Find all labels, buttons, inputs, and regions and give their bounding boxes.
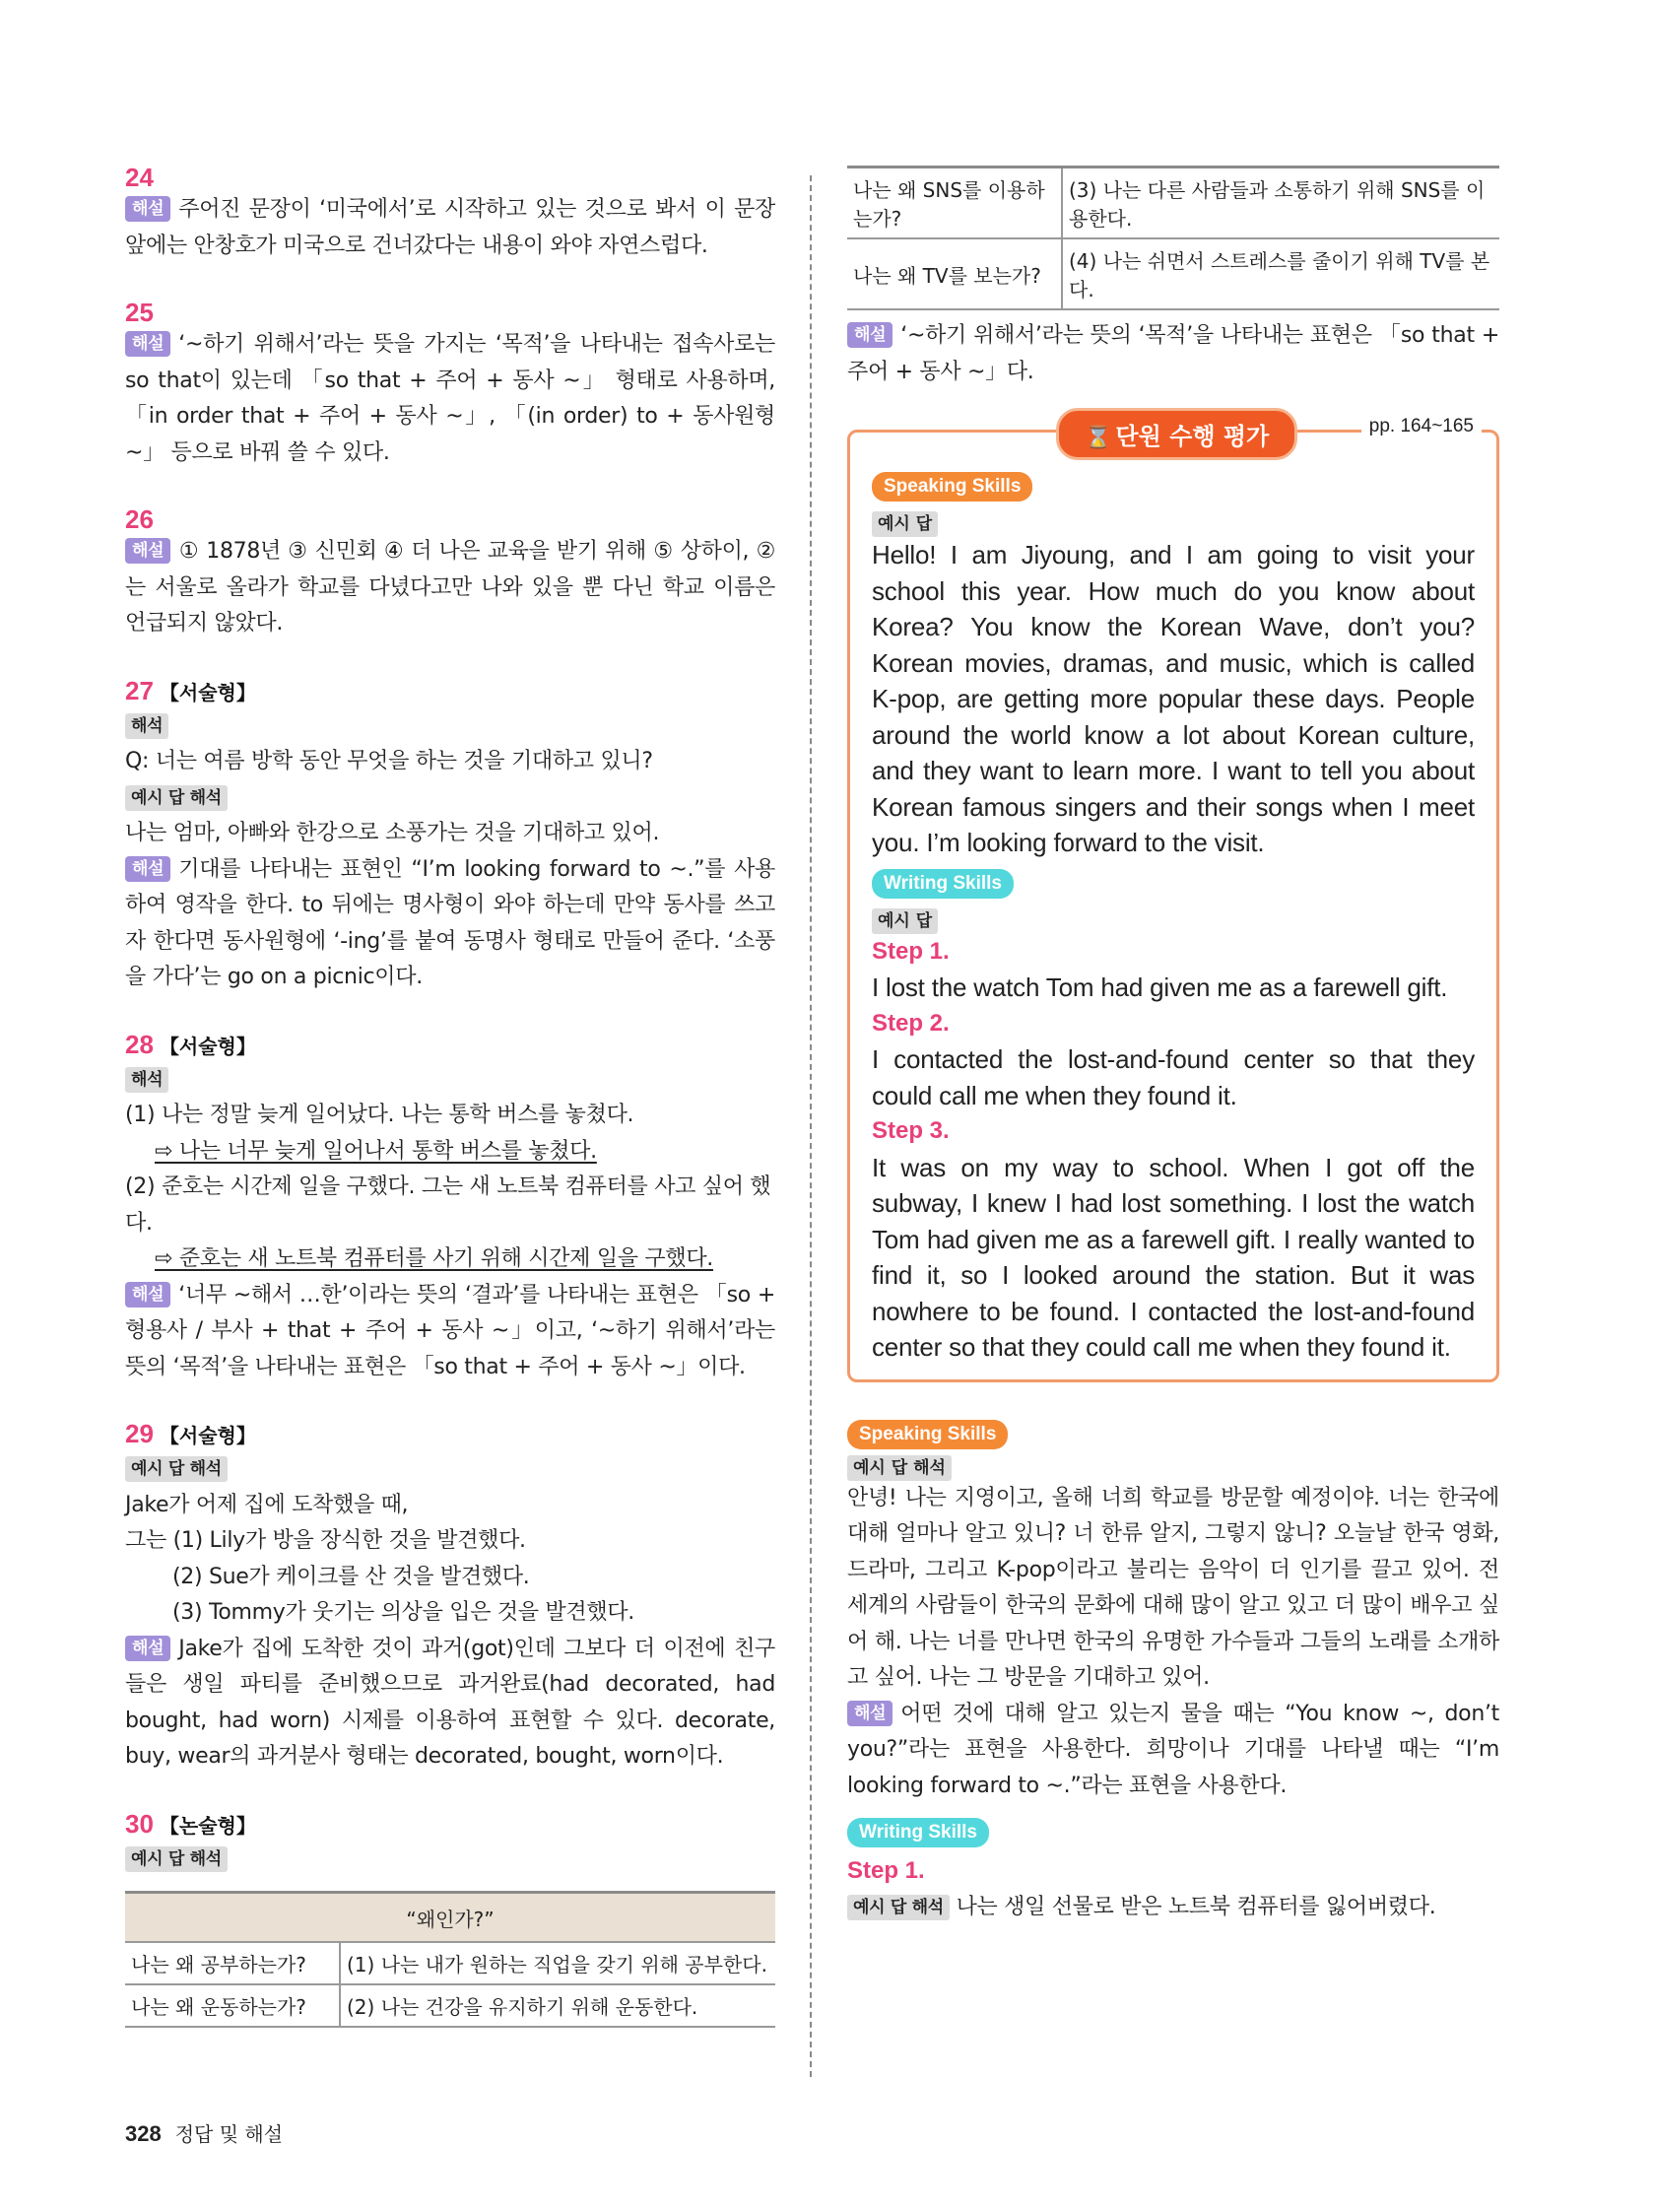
step-translation-text: 나는 생일 선물로 받은 노트북 컴퓨터를 잃어버렸다. <box>956 1894 1436 1919</box>
translation-line: (2) Sue가 케이크를 산 것을 발견했다. <box>172 1564 530 1589</box>
why-table-continued <box>847 166 1499 310</box>
explanation-text: 기대를 나타내는 표현인 “I’m looking forward to ~.”를 사용하여 영작을 한다. to 뒤에는 명사형이 와야 하는데 만약 동사를 쓰고자 한다면 동사원형에 ‘-ing’를 붙여 동명사 형태로 만들어 준다. ‘소풍을 가다’는 go on a picnic이다. <box>125 856 775 989</box>
table-cell: 나는 왜 운동하는가? <box>125 1984 340 2027</box>
step-label: Step 1. <box>847 1857 925 1884</box>
left-column <box>125 163 775 2061</box>
translation-badge: 해석 <box>125 1067 168 1093</box>
question-type: 【서술형】 <box>159 682 256 704</box>
sample-answer-badge: 예시 답 해석 <box>125 1456 228 1482</box>
page-reference: pp. 164~165 <box>1361 416 1482 437</box>
speaking-translation <box>847 1420 1499 1805</box>
explanation-text: 어떤 것에 대해 알고 있는지 물을 때는 “You know ~, don’t you?”라는 표현을 사용한다. 희망이나 기대를 나타낼 때는 “I’m looking forward to ~.”라는 표현을 사용한다. <box>847 1701 1499 1798</box>
question-number: 28 <box>125 1029 154 1059</box>
explanation-text: ‘~하기 위해서’라는 뜻을 가지는 ‘목적’을 나타내는 접속사로는 so that이 있는데 「so that + 주어 + 동사 ~」 형태로 사용하며, 「in order that + 주어 + 동사 ~」, 「(in order) to + 동사원형 ~」 등으로 바꿔 쓸 수 있다. <box>125 332 775 465</box>
writing-skills-label: Writing Skills <box>872 869 1014 899</box>
question-29 <box>125 1419 775 1776</box>
explanation-badge: 해설 <box>125 856 170 882</box>
why-table <box>125 1891 775 2028</box>
speaking-translation-text: 안녕! 나는 지영이고, 올해 너희 학교를 방문할 예정이야. 너는 한국에 대해 얼마나 알고 있니? 너 한류 알지, 그렇지 않니? 오늘날 한국 영화, 드라마, 그리고 K-pop이라고 불리는 음악이 더 인기를 끌고 있어. 전 세계의 사람들이 한국의 문화에 대해 많이 알고 있고 더 많이 배우고 싶어 해. 나는 너를 만나면 한국의 유명한 가수들과 그들의 노래를 소개하고 싶어. 나는 그 방문을 기대하고 있어. <box>847 1485 1499 1690</box>
explanation-badge: 해설 <box>125 1636 170 1661</box>
step-text: I lost the watch Tom had given me as a farewell gift. <box>872 972 1448 1002</box>
table-cell: (3) 나는 다른 사람들과 소통하기 위해 SNS를 이용한다. <box>1062 168 1499 239</box>
sample-answer-badge: 예시 답 해석 <box>847 1895 950 1920</box>
table-cell: 나는 왜 TV를 보는가? <box>847 238 1062 309</box>
explanation-badge: 해설 <box>847 1701 893 1726</box>
question-type: 【논술형】 <box>159 1815 256 1838</box>
translation-answer: ⇨ 나는 너무 늦게 일어나서 통학 버스를 놓쳤다. <box>155 1138 597 1164</box>
question-type: 【서술형】 <box>159 1036 256 1058</box>
translation-answer: ⇨ 준호는 새 노트북 컴퓨터를 사기 위해 시간제 일을 구했다. <box>155 1246 713 1271</box>
translation-line: (3) Tommy가 웃기는 의상을 입은 것을 발견했다. <box>172 1600 634 1625</box>
explanation-badge: 해설 <box>125 538 170 564</box>
explanation-text: ‘~하기 위해서’라는 뜻의 ‘목적’을 나타내는 표현은 「so that + 주어 + 동사 ~」다. <box>847 323 1499 384</box>
writing-skills-label: Writing Skills <box>847 1818 989 1847</box>
step-label: Step 2. <box>872 1009 950 1037</box>
table-row <box>847 238 1499 309</box>
explanation-badge: 해설 <box>125 1282 170 1307</box>
table-cell: (1) 나는 내가 원하는 직업을 갖기 위해 공부한다. <box>340 1942 775 1984</box>
question-type: 【서술형】 <box>159 1426 256 1447</box>
question-translation: Q: 너는 여름 방학 동안 무엇을 하는 것을 기대하고 있니? <box>125 749 653 773</box>
page-footer <box>125 2118 283 2147</box>
question-27 <box>125 676 775 996</box>
table-header: “왜인가?” <box>125 1893 775 1943</box>
translation-line: (1) 나는 정말 늦게 일어났다. 나는 통학 버스를 놓쳤다. <box>125 1103 634 1127</box>
speaking-skills-label: Speaking Skills <box>872 472 1032 502</box>
sample-answer-translation: 나는 엄마, 아빠와 한강으로 소풍가는 것을 기대하고 있어. <box>125 821 660 845</box>
question-number: 26 <box>125 504 154 534</box>
question-number: 25 <box>125 298 154 327</box>
question-number: 30 <box>125 1808 154 1839</box>
writing-translation <box>847 1818 1499 1925</box>
step-text: It was on my way to school. When I got off the subway, I knew I had lost something. I lost the watch Tom had given me as a farewell gift. I really wanted to find it, so I looked around the station. But it was nowhere to be found. I contacted the lost-and-found center so that they could call me when they found it. <box>872 1152 1475 1362</box>
performance-evaluation <box>847 416 1499 1382</box>
explanation-badge: 해설 <box>847 322 893 348</box>
sample-answer-badge: 예시 답 해석 <box>125 785 228 811</box>
explanation-text: Jake가 집에 도착한 것이 과거(got)인데 그보다 더 이전에 친구들은 생일 파티를 준비했으므로 과거완료(had decorated, had bought, had worn) 시제를 이용하여 표현할 수 있다. decorate, buy, wear의 과거분사 형태는 decorated, bought, worn이다. <box>125 1636 775 1769</box>
translation-line: Jake가 어제 집에 도착했을 때, <box>125 1492 409 1517</box>
sample-answer-badge: 예시 답 <box>872 908 938 934</box>
page-number: 328 <box>125 2121 162 2146</box>
table-cell: (4) 나는 쉬면서 스트레스를 줄이기 위해 TV를 본다. <box>1062 238 1499 309</box>
table-row <box>125 1942 775 1984</box>
translation-line: (2) 준호는 시간제 일을 구했다. 그는 새 노트북 컴퓨터를 사고 싶어 했다. <box>125 1174 771 1236</box>
sample-answer-badge: 예시 답 <box>872 511 938 537</box>
question-number: 27 <box>125 675 154 705</box>
translation-line: 그는 (1) Lily가 방을 장식한 것을 발견했다. <box>125 1528 526 1553</box>
hourglass-icon: ⌛ <box>1085 426 1112 450</box>
right-column <box>847 166 1499 1925</box>
table-row <box>125 1984 775 2027</box>
explanation-text: ‘너무 ~해서 …한’이라는 뜻의 ‘결과’를 나타내는 표현은 「so + 형용사 / 부사 + that + 주어 + 동사 ~」이고, ‘~하기 위해서’라는 뜻의 ‘목적’을 나타내는 표현은 「so that + 주어 + 동사 ~」이다. <box>125 1282 775 1379</box>
question-30 <box>125 1809 775 2029</box>
table-cell: 나는 왜 SNS를 이용하는가? <box>847 168 1062 239</box>
step-label: Step 3. <box>872 1117 950 1144</box>
step-text: I contacted the lost-and-found center so that they could call me when they found it. <box>872 1044 1475 1110</box>
translation-badge: 해석 <box>125 713 168 739</box>
step-label: Step 1. <box>872 937 950 965</box>
table-cell: 나는 왜 공부하는가? <box>125 1942 340 1984</box>
question-25 <box>125 298 775 471</box>
table-cell: (2) 나는 건강을 유지하기 위해 운동한다. <box>340 1984 775 2027</box>
explanation-text: ① 1878년 ③ 신민회 ④ 더 나은 교육을 받기 위해 ⑤ 상하이, ②는 서울로 올라가 학교를 다녔다고만 나와 있을 뿐 다닌 학교 이름은 언급되지 않았다. <box>125 539 775 636</box>
table-row <box>847 168 1499 239</box>
question-number: 29 <box>125 1419 154 1448</box>
speaking-skills-label: Speaking Skills <box>847 1420 1008 1449</box>
question-28 <box>125 1030 775 1386</box>
footer-title: 정답 및 해설 <box>174 2122 284 2146</box>
explanation-badge: 해설 <box>125 331 170 357</box>
sample-answer-badge: 예시 답 해석 <box>847 1455 952 1481</box>
question-26 <box>125 504 775 642</box>
explanation-badge: 해설 <box>125 196 170 222</box>
question-number: 24 <box>125 163 154 192</box>
speaking-sample-text: Hello! I am Jiyoung, and I am going to visit your school this year. How much do you know about Korea? You know the Korean Wave, don’t you? Korean movies, dramas, and music, which is called K-pop, are getting more popular these days. People around the world know a lot about Korean culture, and they want to learn more. I want to tell you about Korean famous singers and their songs when I meet you. I’m looking forward to the visit. <box>872 540 1475 857</box>
column-divider <box>810 175 812 2077</box>
explanation-text: 주어진 문장이 ‘미국에서’로 시작하고 있는 것으로 봐서 이 문장 앞에는 안창호가 미국으로 건너갔다는 내용이 와야 자연스럽다. <box>125 197 775 258</box>
question-24 <box>125 163 775 264</box>
sample-answer-badge: 예시 답 해석 <box>125 1846 228 1872</box>
evaluation-title: ⌛ 단원 수행 평가 <box>1056 408 1297 460</box>
